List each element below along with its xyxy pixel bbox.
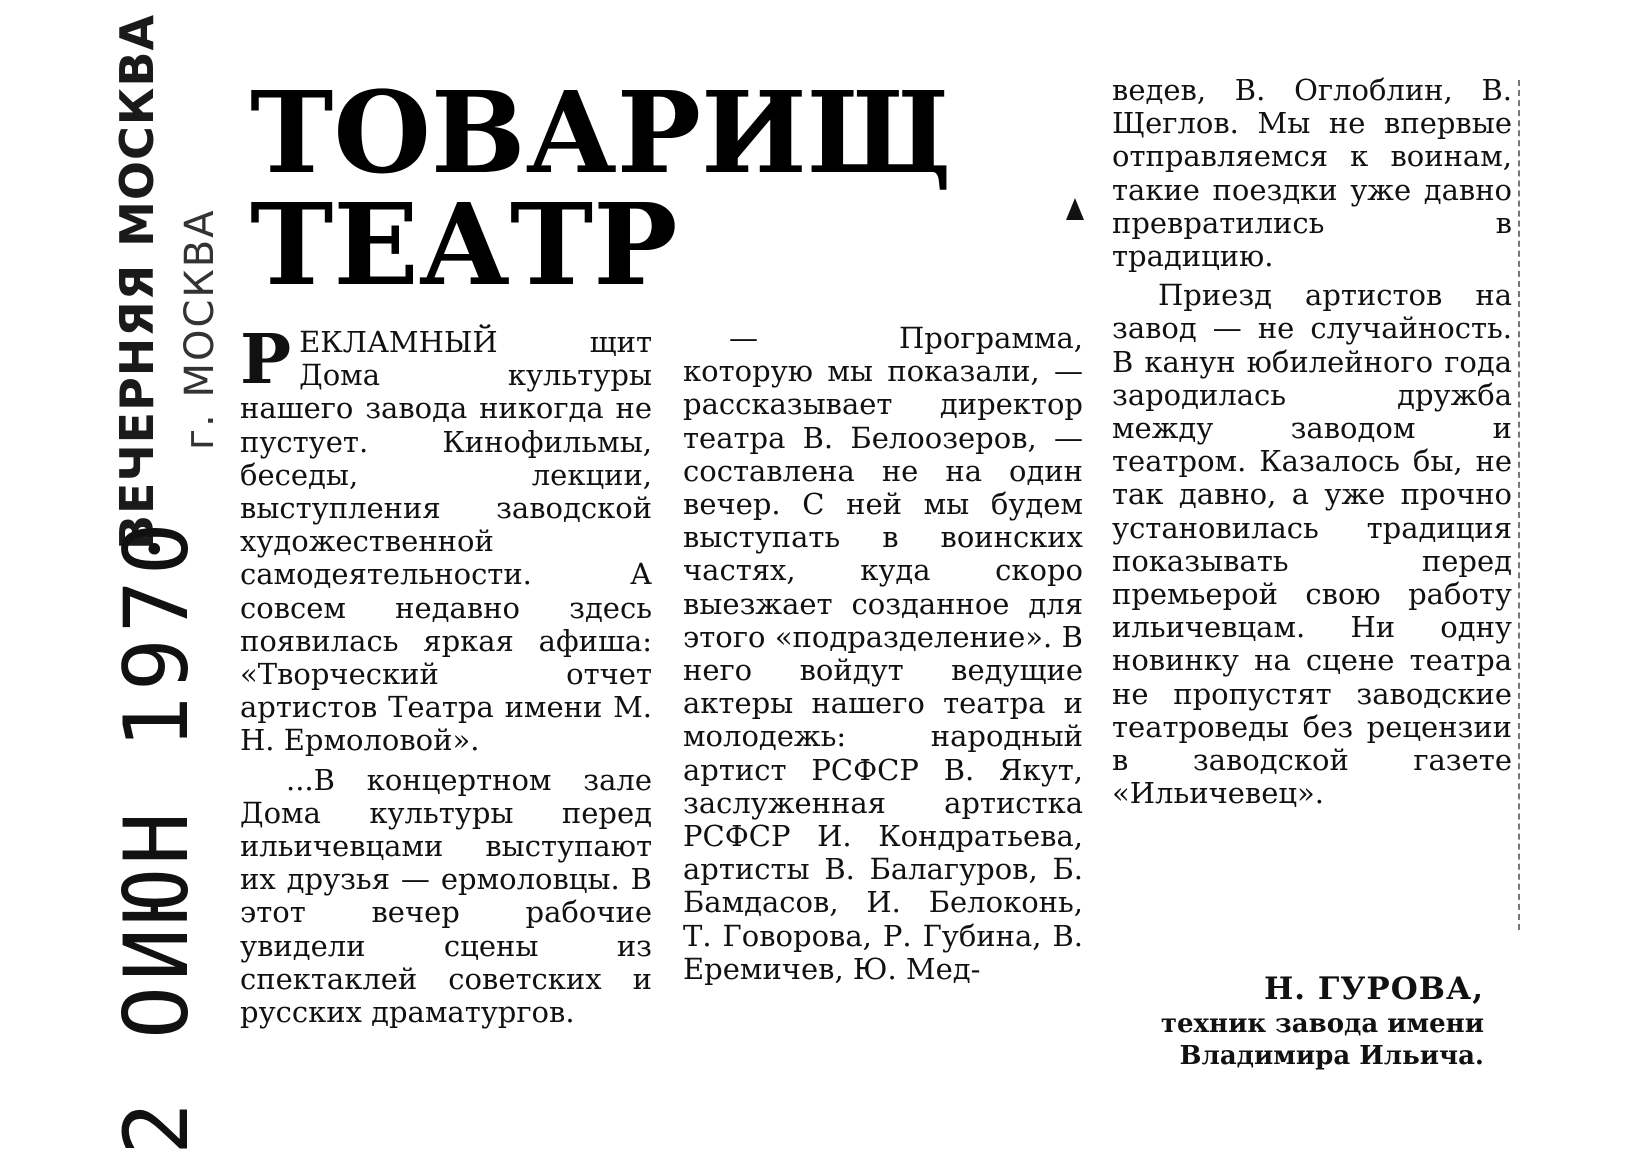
article-column-1 <box>240 320 652 1035</box>
headline-line-1: ТОВАРИЩ <box>250 68 952 199</box>
article-column-3 <box>1112 74 1512 816</box>
paragraph-2: ...В концертном зале Дома культуры перед ильичевцами выступают их друзья — ермоловцы. В этот вечер рабочие увидели сцены из спектаклей советских и русских драматургов. <box>240 762 652 1030</box>
clipping-edge-divider <box>1518 80 1520 930</box>
author-title-line-1: техник завода имени <box>1160 1009 1484 1039</box>
stamp-city: г. МОСКВА <box>177 208 223 450</box>
article-headline <box>250 68 952 311</box>
newspaper-stamp <box>95 13 245 1155</box>
author-name: Н. ГУРОВА, <box>1264 971 1484 1007</box>
headline-line-2: ТЕАТР <box>250 180 678 311</box>
stamp-newspaper-name: ВЕЧЕРНЯЯ МОСКВА <box>110 13 164 550</box>
stamp-date: 2 ОИЮН 1970 <box>105 517 208 1155</box>
author-title-line-2: Владимира Ильича. <box>1179 1041 1484 1071</box>
paragraph-3: — Программа, которую мы показали, — рассказывает директор театра В. Белоозеров, — составлена не на один вечер. С ней мы будем выступать в воинских частях, куда скоро выезжает созданное для этого «подразделение». В него войдут ведущие актеры нашего театра и молодежь: народный артист РСФСР В. Якут, заслуженная артистка РСФСР И. Кондратьева, артисты В. Балагуров, Б. Бамдасов, И. Белоконь, Т. Говорова, Р. Губина, В. Еремичев, Ю. Мед- <box>683 321 1083 986</box>
paragraph-1-text: ЕКЛАМНЫЙ щит Дома культуры нашего завода никогда не пустует. Кинофильмы, беседы, лекции, выступления заводской художественной самодеятельности. А совсем недавно здесь появилась яркая афиша: «Творческий отчет артистов Театра имени М. Н. Ермоловой». <box>240 325 652 758</box>
author-signature <box>1112 970 1484 1072</box>
paragraph-1 <box>240 320 652 758</box>
drop-cap: Р <box>240 320 292 400</box>
paragraph-3-continued: ведев, В. Оглоблин, В. Щеглов. Мы не впервые отправляемся к воинам, такие поездки уже давно превратились в традицию. <box>1112 73 1512 274</box>
paragraph-4: Приезд артистов на завод — не случайность. В канун юбилейного года зародилась дружба между заводом и театром. Казалось бы, не так давно, а уже прочно установилась традиция показывать перед премьерой свою работу ильичевцам. Ни одну новинку на сцене театра не пропустят заводские театроведы без рецензии в заводской газете «Ильичевец». <box>1112 278 1512 811</box>
article-column-2 <box>683 322 1083 992</box>
arrow-mark-icon <box>1066 198 1084 220</box>
